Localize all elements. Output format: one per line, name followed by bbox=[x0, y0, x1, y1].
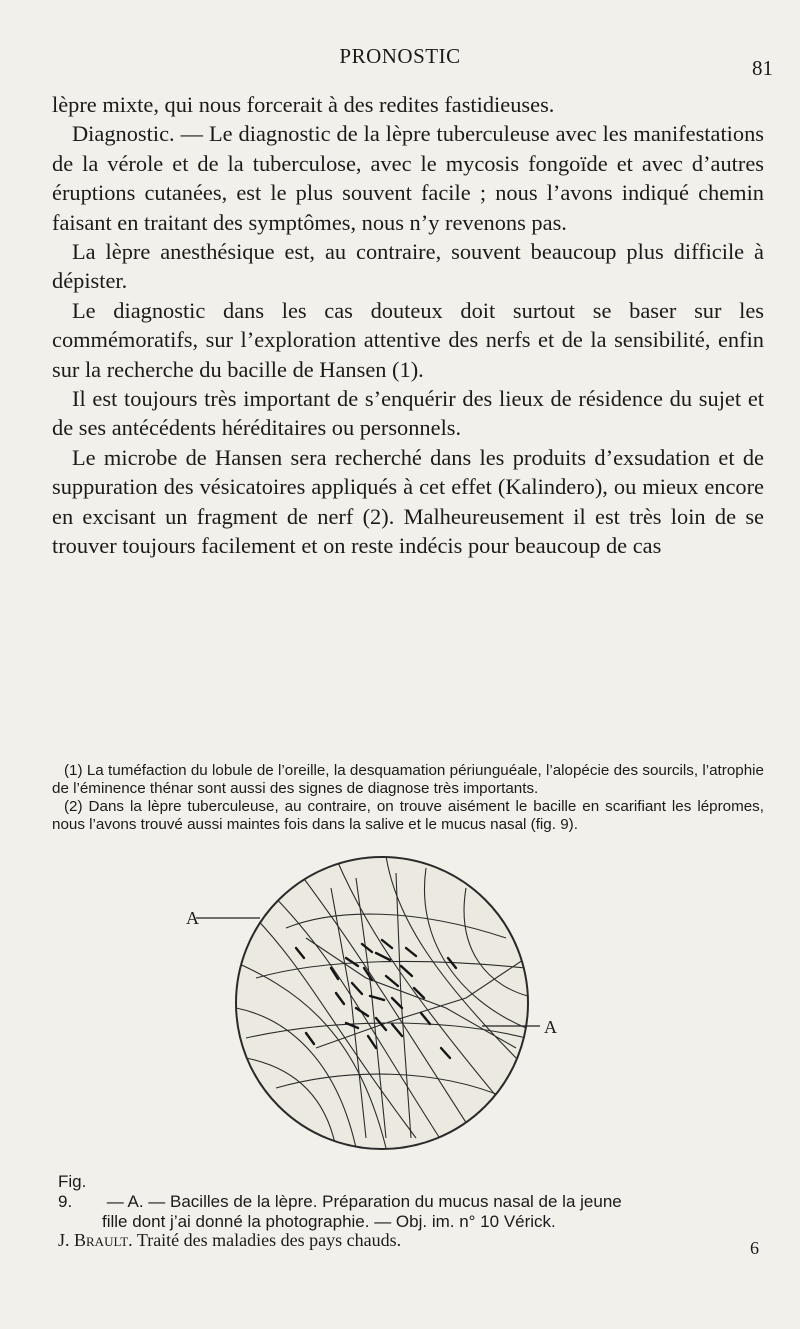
paragraph-4: Le diagnostic dans les cas douteux doit surtout se baser sur les commémoratifs, sur l’exploration attentive des nerfs et de la sensibilité, enfin sur la recherche du bacille de Hansen (1). bbox=[52, 297, 764, 382]
paragraph-2 bbox=[52, 119, 764, 237]
label-a-right: A bbox=[544, 1017, 557, 1037]
footer-title: . Traité des maladies des pays chauds. bbox=[128, 1230, 402, 1250]
micrograph-illustration bbox=[186, 848, 586, 1158]
footnotes bbox=[52, 762, 764, 834]
running-head: PRONOSTIC bbox=[339, 44, 461, 68]
paragraph-5: Il est toujours très important de s’enquérir des lieux de résidence du sujet et de ses antécédents héréditaires ou personnels. bbox=[52, 386, 764, 441]
paragraph-1: lèpre mixte, qui nous forcerait à des redites fastidieuses. bbox=[52, 92, 555, 117]
footnote-2: (2) Dans la lèpre tuberculeuse, au contraire, on trouve aisément le bacille en scarifiant les lépromes, nous l’avons trouvé aussi maintes fois dans la salive et le mucus nasal (fig. 9). bbox=[52, 798, 764, 833]
paragraph-3: La lèpre anesthésique est, au contraire, souvent beaucoup plus difficile à dépister. bbox=[52, 239, 764, 294]
caption-line-2: fille dont j’ai donné la photographie. — Obj. im. n° 10 Vérick. bbox=[102, 1212, 556, 1231]
body-text bbox=[52, 90, 764, 561]
paragraph-2-text: — Le diagnostic de la lèpre tuberculeuse avec les manifestations de la vérole et de la tuberculose, avec le mycosis fongoïde et avec d’autres éruptions cutanées, est le plus souvent facile ; nous l’avons indiqué chemin faisant en traitant des symptômes, nous n’y revenons pas. bbox=[52, 121, 764, 235]
page-number: 81 bbox=[752, 56, 773, 80]
label-a-left: A bbox=[186, 908, 199, 928]
caption-text-1: — A. — Bacilles de la lèpre. Préparation du mucus nasal de la jeune bbox=[102, 1192, 622, 1211]
microscope-field bbox=[236, 857, 528, 1149]
diagnostic-heading: Diagnostic. bbox=[72, 121, 175, 147]
footer-author: J. Brault bbox=[58, 1230, 129, 1250]
signature-mark: 6 bbox=[750, 1238, 759, 1258]
caption-figure-label: Fig. 9. bbox=[58, 1172, 87, 1211]
caption-line-1 bbox=[58, 1172, 764, 1212]
figure-micrograph bbox=[186, 848, 586, 1158]
footer bbox=[58, 1230, 764, 1258]
figure-caption bbox=[58, 1172, 764, 1232]
footnote-1: (1) La tuméfaction du lobule de l’oreille, la desquamation périunguéale, l’alopécie des sourcils, l’atrophie de l’éminence thénar sont aussi des signes de diagnose très importants. bbox=[52, 762, 764, 797]
paragraph-6: Le microbe de Hansen sera recherché dans les produits d’exsudation et de suppuration des vésicatoires appliqués à cet effet (Kalindero), ou mieux encore en excisant un fragment de nerf (2). Malheureusement il est très loin de se trouver toujours facilement et on reste indécis pour beaucoup de cas bbox=[52, 444, 764, 559]
